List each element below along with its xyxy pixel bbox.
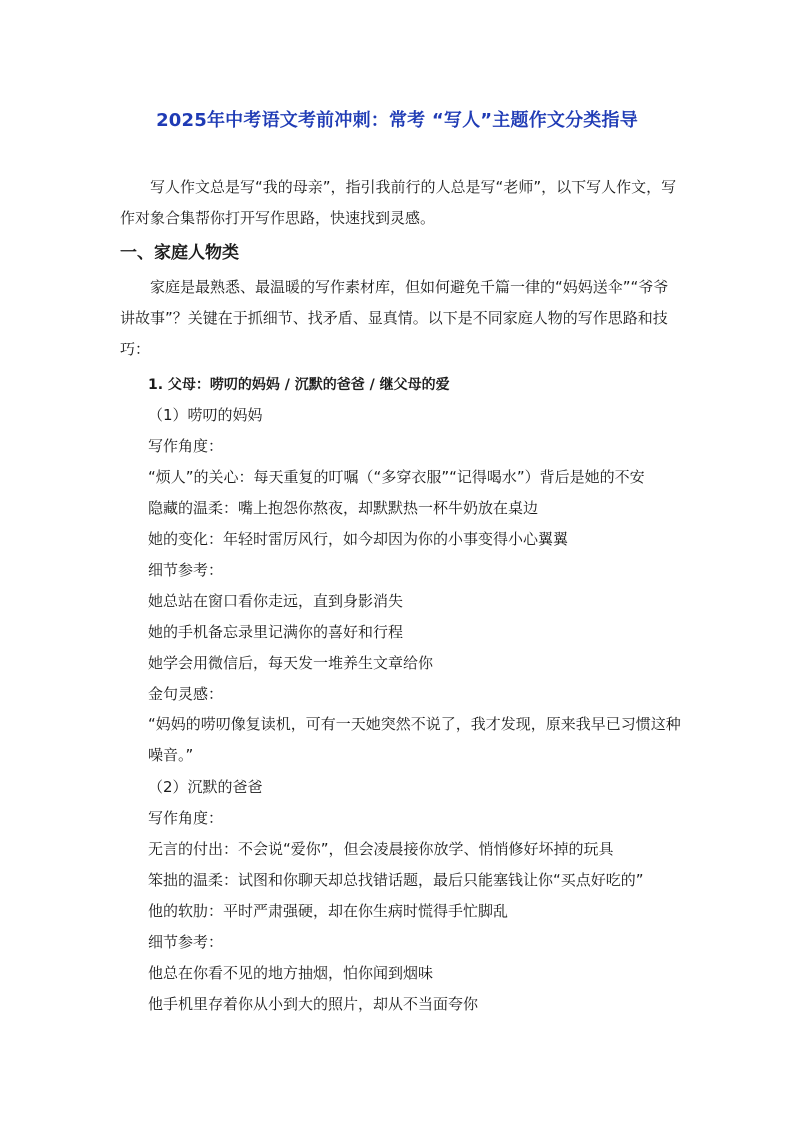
dad-detail-item: 他手机里存着你从小到大的照片，却从不当面夸你: [148, 995, 479, 1013]
intro-paragraph: 写人作文总是写“我的母亲”，指引我前行的人总是写“老师”，以下写人作文，写作对象合集帮你打开写作思路，快速找到灵感。: [120, 178, 677, 227]
mom-detail-item: 她学会用微信后，每天发一堆养生文章给你: [148, 654, 434, 672]
dad-detail-item: 他总在你看不见的地方抽烟，怕你闻到烟味: [148, 964, 434, 982]
mom-detail-item: 她总站在窗口看你走远，直到身影消失: [148, 592, 404, 610]
dad-heading: （2）沉默的爸爸: [148, 778, 263, 796]
mom-angle-item: 她的变化：年轻时雷厉风行，如今却因为你的小事变得小心翼翼: [148, 530, 569, 548]
dad-detail-label: 细节参考：: [148, 933, 224, 951]
mom-heading: （1）唠叨的妈妈: [148, 406, 263, 424]
dad-angle-item: 无言的付出：不会说“爱你”，但会凌晨接你放学、悄悄修好坏掉的玩具: [148, 840, 614, 858]
section-intro-paragraph: 家庭是最熟悉、最温暖的写作素材库，但如何避免千篇一律的“妈妈送伞”“爷爷讲故事”？关键在于抓细节、找矛盾、显真情。以下是不同家庭人物的写作思路和技巧：: [120, 278, 669, 358]
mom-quote: “妈妈的唠叨像复读机，可有一天她突然不说了，我才发现，原来我早已习惯这种噪音。”: [148, 715, 681, 764]
mom-detail-label: 细节参考：: [148, 561, 224, 579]
mom-angle-item: “烦人”的关心：每天重复的叮嘱（“多穿衣服”“记得喝水”）背后是她的不安: [148, 468, 645, 486]
dad-angle-item: 笨拙的温柔：试图和你聊天却总找错话题，最后只能塞钱让你“买点好吃的”: [148, 871, 644, 889]
subsection-heading-parents: 1. 父母：唠叨的妈妈 / 沉默的爸爸 / 继父母的爱: [148, 377, 450, 393]
mom-detail-item: 她的手机备忘录里记满你的喜好和行程: [148, 623, 404, 641]
document-title: 2025年中考语文考前冲刺：常考 “写人”主题作文分类指导: [156, 110, 638, 131]
mom-angle-item: 隐藏的温柔：嘴上抱怨你熬夜，却默默热一杯牛奶放在桌边: [148, 499, 539, 517]
mom-angle-label: 写作角度：: [148, 437, 224, 455]
dad-angle-label: 写作角度：: [148, 809, 224, 827]
dad-angle-item: 他的软肋：平时严肃强硬，却在你生病时慌得手忙脚乱: [148, 902, 509, 920]
section-heading-family: 一、家庭人物类: [120, 243, 239, 263]
mom-quote-label: 金句灵感：: [148, 685, 224, 703]
